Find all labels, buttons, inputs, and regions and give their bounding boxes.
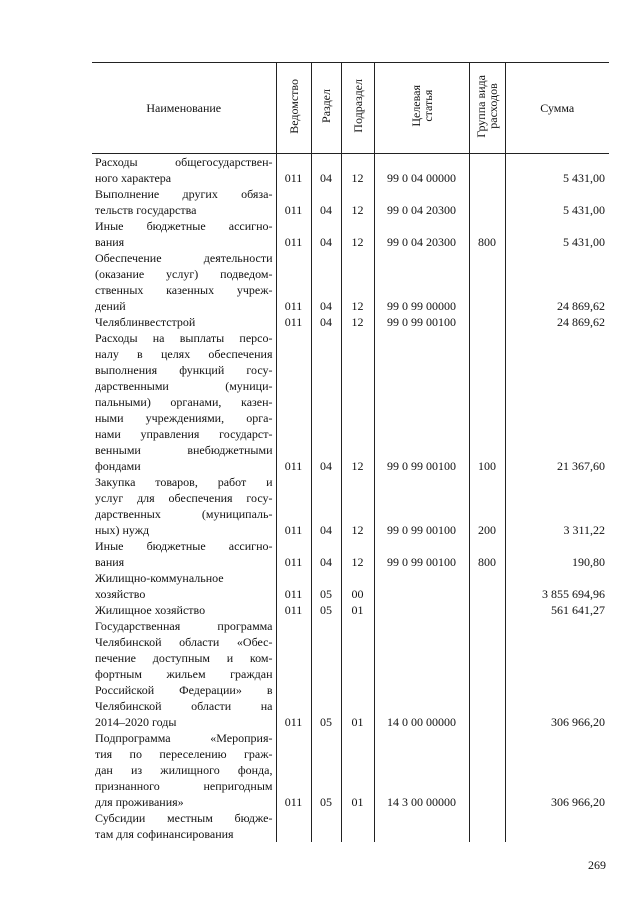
- row-subsection-cell: 01: [341, 602, 374, 618]
- row-sum-cell: 3 855 694,96: [505, 570, 609, 602]
- row-name-line: Иные бюджетные ассигно-: [95, 219, 273, 233]
- row-dept-cell: 011: [276, 602, 311, 618]
- row-name-line: дан из жилищного фонда,: [95, 763, 273, 777]
- row-dept-cell: 011: [276, 186, 311, 218]
- row-name-line: ных) нужд: [95, 523, 150, 537]
- row-subsection-cell: 12: [341, 330, 374, 474]
- row-dept-cell: 011: [276, 618, 311, 730]
- row-name-line: дений: [95, 299, 126, 313]
- row-name-line: Подпрограмма «Мероприя-: [95, 731, 273, 745]
- row-name-line: тия по переселению граж-: [95, 747, 273, 761]
- table-row: [92, 218, 609, 250]
- row-name-line: ного характера: [95, 171, 172, 185]
- row-subsection-cell: 01: [341, 618, 374, 730]
- row-name-cell: [92, 186, 276, 218]
- row-group-cell: 100: [469, 330, 505, 474]
- row-group-cell: [469, 314, 505, 330]
- row-dept-cell: [276, 810, 311, 842]
- row-dept-cell: 011: [276, 314, 311, 330]
- row-group-cell: [469, 602, 505, 618]
- row-name-line: фондами: [95, 459, 141, 473]
- header-sum: Сумма: [505, 63, 609, 154]
- row-name-cell: [92, 154, 276, 187]
- row-subsection-cell: 01: [341, 730, 374, 810]
- row-target-cell: 99 0 99 00100: [374, 474, 469, 538]
- row-section-cell: 05: [311, 602, 341, 618]
- row-name-line: фортным жильем граждан: [95, 667, 273, 681]
- row-group-cell: [469, 570, 505, 602]
- row-dept-cell: 011: [276, 330, 311, 474]
- row-dept-cell: 011: [276, 474, 311, 538]
- header-target: Целевая статья: [374, 63, 469, 154]
- row-sum-cell: 561 641,27: [505, 602, 609, 618]
- table-row: [92, 602, 609, 618]
- row-target-cell: 99 0 99 00100: [374, 330, 469, 474]
- row-subsection-cell: 12: [341, 218, 374, 250]
- header-section: Раздел: [311, 63, 341, 154]
- row-name-line: ными учреждениями, орга-: [95, 411, 273, 425]
- row-name-line: Челябинской области «Обес-: [95, 635, 273, 649]
- row-target-cell: 99 0 04 00000: [374, 154, 469, 187]
- row-subsection-cell: 12: [341, 314, 374, 330]
- row-sum-cell: 24 869,62: [505, 314, 609, 330]
- row-subsection-cell: 12: [341, 538, 374, 570]
- table-row: [92, 618, 609, 730]
- row-name-line: Расходы на выплаты персо-: [95, 331, 273, 345]
- row-sum-cell: 5 431,00: [505, 186, 609, 218]
- row-name-line: признанного непригодным: [95, 779, 273, 793]
- row-group-cell: [469, 250, 505, 314]
- row-sum-cell: 190,80: [505, 538, 609, 570]
- row-name-line: Закупка товаров, работ и: [95, 475, 273, 489]
- row-name-line: Челяблинвестстрой: [95, 315, 196, 329]
- row-name-line: Расходы общегосударствен-: [95, 155, 273, 169]
- row-name-cell: [92, 330, 276, 474]
- row-name-cell: [92, 250, 276, 314]
- row-name-line: нами управления государст-: [95, 427, 273, 441]
- table-row: [92, 250, 609, 314]
- row-subsection-cell: 12: [341, 186, 374, 218]
- table-row: [92, 810, 609, 842]
- row-group-cell: 200: [469, 474, 505, 538]
- row-name-line: хозяйство: [95, 587, 146, 601]
- row-sum-cell: 5 431,00: [505, 154, 609, 187]
- row-dept-cell: 011: [276, 218, 311, 250]
- table-header-row: [92, 63, 609, 154]
- row-target-cell: [374, 602, 469, 618]
- row-dept-cell: 011: [276, 154, 311, 187]
- row-name-line: Субсидии местным бюдже-: [95, 811, 273, 825]
- row-target-cell: 99 0 04 20300: [374, 218, 469, 250]
- row-sum-cell: 24 869,62: [505, 250, 609, 314]
- row-section-cell: 04: [311, 250, 341, 314]
- row-sum-cell: [505, 810, 609, 842]
- row-section-cell: 04: [311, 154, 341, 187]
- row-group-cell: 800: [469, 218, 505, 250]
- row-subsection-cell: 12: [341, 250, 374, 314]
- row-section-cell: 05: [311, 570, 341, 602]
- row-name-cell: [92, 474, 276, 538]
- header-name: Наименование: [92, 63, 276, 154]
- row-name-cell: [92, 314, 276, 330]
- table-row: [92, 474, 609, 538]
- row-name-line: Российской Федерации» в: [95, 683, 273, 697]
- table-row: [92, 314, 609, 330]
- row-name-line: Обеспечение деятельности: [95, 251, 273, 265]
- row-section-cell: 04: [311, 218, 341, 250]
- row-name-cell: [92, 730, 276, 810]
- row-section-cell: 04: [311, 538, 341, 570]
- row-name-line: налу в целях обеспечения: [95, 347, 273, 361]
- row-target-cell: 99 0 99 00100: [374, 314, 469, 330]
- row-name-line: Выполнение других обяза-: [95, 187, 273, 201]
- row-dept-cell: 011: [276, 730, 311, 810]
- row-target-cell: 14 0 00 00000: [374, 618, 469, 730]
- table-row: [92, 570, 609, 602]
- row-sum-cell: 306 966,20: [505, 730, 609, 810]
- header-dept: Ведомство: [276, 63, 311, 154]
- row-name-cell: [92, 618, 276, 730]
- row-name-line: Жилищно-коммунальное: [95, 571, 224, 585]
- row-name-cell: [92, 570, 276, 602]
- row-name-line: пальными) органами, казен-: [95, 395, 273, 409]
- row-sum-cell: 5 431,00: [505, 218, 609, 250]
- row-section-cell: 05: [311, 618, 341, 730]
- row-subsection-cell: 12: [341, 154, 374, 187]
- row-group-cell: [469, 810, 505, 842]
- row-group-cell: 800: [469, 538, 505, 570]
- row-name-line: Иные бюджетные ассигно-: [95, 539, 273, 553]
- table-row: [92, 154, 609, 187]
- row-group-cell: [469, 186, 505, 218]
- row-name-line: тельств государства: [95, 203, 197, 217]
- row-name-line: вания: [95, 235, 125, 249]
- row-name-line: дарственных (муниципаль-: [95, 507, 273, 521]
- row-sum-cell: 3 311,22: [505, 474, 609, 538]
- row-name-line: дарственными (муници-: [95, 379, 273, 393]
- row-name-line: Государственная программа: [95, 619, 273, 633]
- row-name-line: Челябинской области на: [95, 699, 273, 713]
- row-name-cell: [92, 602, 276, 618]
- row-name-line: (оказание услуг) подведом-: [95, 267, 273, 281]
- row-section-cell: 04: [311, 314, 341, 330]
- row-name-line: услуг для обеспечения госу-: [95, 491, 273, 505]
- header-subsection: Подраздел: [341, 63, 374, 154]
- row-dept-cell: 011: [276, 250, 311, 314]
- row-name-line: ственных казенных учреж-: [95, 283, 273, 297]
- row-name-cell: [92, 218, 276, 250]
- row-sum-cell: 306 966,20: [505, 618, 609, 730]
- row-sum-cell: 21 367,60: [505, 330, 609, 474]
- row-group-cell: [469, 618, 505, 730]
- row-target-cell: 99 0 99 00000: [374, 250, 469, 314]
- row-section-cell: 05: [311, 730, 341, 810]
- page-number: 269: [588, 858, 606, 872]
- row-target-cell: 14 3 00 00000: [374, 730, 469, 810]
- table-row: [92, 730, 609, 810]
- row-name-cell: [92, 810, 276, 842]
- row-subsection-cell: 00: [341, 570, 374, 602]
- row-subsection-cell: 12: [341, 474, 374, 538]
- row-section-cell: 04: [311, 186, 341, 218]
- row-target-cell: [374, 570, 469, 602]
- table-body: [92, 154, 609, 843]
- row-name-line: там для софинансирования: [95, 827, 234, 841]
- row-group-cell: [469, 730, 505, 810]
- row-dept-cell: 011: [276, 570, 311, 602]
- row-section-cell: [311, 810, 341, 842]
- row-name-line: вания: [95, 555, 125, 569]
- table-row: [92, 330, 609, 474]
- table-row: [92, 186, 609, 218]
- row-target-cell: 99 0 04 20300: [374, 186, 469, 218]
- row-name-cell: [92, 538, 276, 570]
- budget-table: [92, 62, 609, 842]
- table-row: [92, 538, 609, 570]
- row-subsection-cell: [341, 810, 374, 842]
- row-name-line: венными внебюджетными: [95, 443, 273, 457]
- row-target-cell: [374, 810, 469, 842]
- row-name-line: выполнения функций госу-: [95, 363, 273, 377]
- row-name-line: печение доступным и ком-: [95, 651, 273, 665]
- row-section-cell: 04: [311, 474, 341, 538]
- row-name-line: для проживания»: [95, 795, 184, 809]
- row-section-cell: 04: [311, 330, 341, 474]
- row-name-line: 2014–2020 годы: [95, 715, 177, 729]
- row-group-cell: [469, 154, 505, 187]
- row-dept-cell: 011: [276, 538, 311, 570]
- row-name-line: Жилищное хозяйство: [95, 603, 206, 617]
- header-group: Группа вида расходов: [469, 63, 505, 154]
- row-target-cell: 99 0 99 00100: [374, 538, 469, 570]
